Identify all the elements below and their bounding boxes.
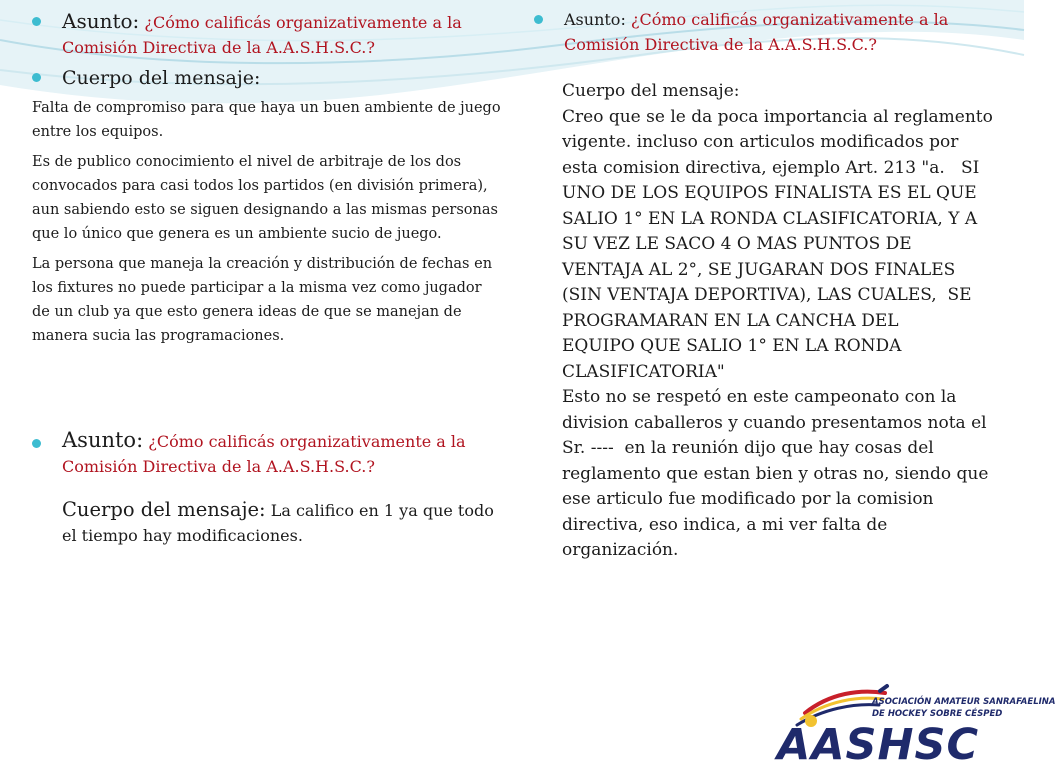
logo-line-2: DE HOCKEY SOBRE CÉSPED [872,709,1003,719]
bullet-icon [534,15,543,24]
right-body-line: SU VEZ LE SACO 4 O MAS PUNTOS DE [562,234,912,254]
left-asunto-item-2 [28,428,502,548]
left-asunto-item [28,9,502,60]
asunto-text: ¿Cómo calificás organizativamente a la Comisión Directiva de la A.A.S.H.S.C.? [62,432,466,476]
right-body-line: SALIO 1° EN LA RONDA CLASIFICATORIA, Y A [562,208,978,229]
right-body-line: ese articulo fue modificado por la comision [562,489,934,509]
body-paragraph-2: Es de publico conocimiento el nivel de arbitraje de los dos convocados para casi todos los partidos (en división primera), aun sabiendo esto se siguen designando a las mismas personas que lo único que genera es un ambiente sucio de juego. [32,154,498,242]
bullet-icon [32,17,41,26]
asunto-label: Asunto: [62,9,140,33]
right-body-line: directiva, eso indica, a mi ver falta de [562,514,888,535]
right-body-line: reglamento que estan bien y otras no, siendo que [562,463,989,484]
cuerpo-text: La califico en 1 ya que todo el tiempo hay modificaciones. [62,501,494,545]
right-body-line: UNO DE LOS EQUIPOS FINALISTA ES EL QUE [562,183,977,203]
bullet-icon [32,439,41,448]
asunto-text: ¿Cómo calificás organizativamente a la Comisión Directiva de la A.A.S.H.S.C.? [564,10,949,54]
right-body-line: (SIN VENTAJA DEPORTIVA), LAS CUALES, SE [562,285,972,305]
right-asunto-item [530,7,1022,57]
right-body-line: Creo que se le da poca importancia al reglamento [562,106,993,127]
aashsc-logo [775,683,1055,770]
right-body-line: CLASIFICATORIA" [562,361,725,382]
right-body-line: organización. [562,540,679,560]
right-body-line: esta comision directiva, ejemplo Art. 213 "a. SI [562,157,980,178]
right-body-line: vigente. incluso con articulos modificados por [562,132,959,152]
right-cuerpo-body [562,79,1022,564]
right-body-line: EQUIPO QUE SALIO 1° EN LA RONDA [562,336,902,356]
cuerpo-label: Cuerpo del mensaje: [562,81,740,101]
left-cuerpo-item [28,64,502,92]
right-body-line: PROGRAMARAN EN LA CANCHA DEL [562,310,899,331]
asunto-label: Asunto: [564,10,626,29]
right-body-line: Sr. ---- en la reunión dijo que hay cosas del [562,438,934,458]
right-body-line: VENTAJA AL 2°, SE JUGARAN DOS FINALES [562,259,956,280]
cuerpo-label: Cuerpo del mensaje: [62,67,261,89]
body-paragraph-3: La persona que maneja la creación y distribución de fechas en los fixtures no puede participar a la misma vez como jugador de un club ya que esto genera ideas de que se manejan de manera sucia las programaciones. [32,256,493,344]
asunto-text: ¿Cómo calificás organizativamente a la Comisión Directiva de la A.A.S.H.S.C.? [62,13,462,57]
cuerpo-label: Cuerpo del mensaje: [62,498,266,521]
right-body-line: division caballeros y cuando presentamos nota el [562,412,987,433]
right-body-line: Esto no se respetó en este campeonato con la [562,387,957,407]
asunto-label: Asunto: [62,428,144,452]
right-body-lines [562,105,1022,564]
logo-acronym: AASHSC [777,720,980,770]
logo-line-1: ASOCIACIÓN AMATEUR SANRAFAELINA [872,697,1055,707]
bullet-icon [32,73,41,82]
body-paragraph-1: Falta de compromiso para que haya un buen ambiente de juego entre los equipos. [32,100,501,140]
left-cuerpo-body [32,96,502,348]
